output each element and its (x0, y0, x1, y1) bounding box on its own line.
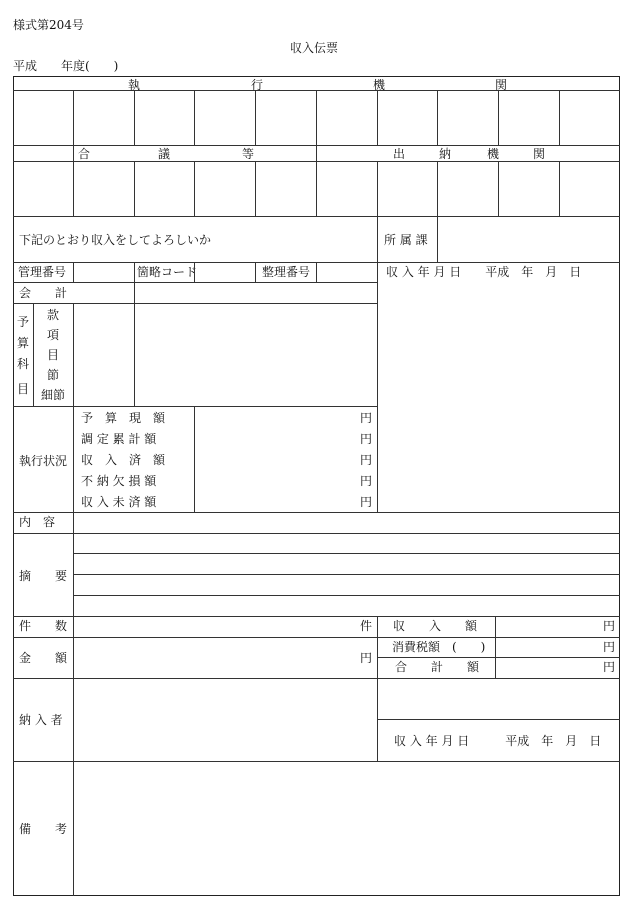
total-unit: 円 (603, 660, 616, 674)
rule (255, 161, 256, 216)
exec-unit-3: 円 (360, 453, 373, 467)
rule (498, 90, 499, 145)
payer-label: 納 入 者 (19, 713, 63, 727)
rule (498, 161, 499, 216)
amount-label: 金 額 (19, 651, 68, 665)
count-unit: 件 (360, 619, 373, 633)
rule (13, 406, 377, 407)
rule (194, 406, 195, 512)
request-text: 下記のとおり収入をしてよろしいか (19, 233, 212, 247)
rule (194, 90, 195, 145)
rule (73, 595, 620, 596)
budget-item-5: 細節 (41, 388, 66, 402)
rule (134, 90, 135, 145)
budget-item-4: 節 (47, 368, 60, 382)
rule (437, 90, 438, 145)
exec-row-4: 不 納 欠 損 額 (81, 474, 157, 488)
receipt-date-label: 収 入 年 月 日 平成 年 月 日 (386, 265, 582, 279)
rule (13, 761, 620, 762)
budget-vert-1: 予 (17, 315, 30, 329)
treasury-char-3: 機 (487, 147, 500, 161)
rule (495, 616, 496, 678)
fiscal-year-label: 平成 年度( ) (13, 59, 119, 73)
exec-row-2: 調 定 累 計 額 (81, 432, 157, 446)
tax-amount-unit: 円 (603, 640, 616, 654)
amount-unit: 円 (360, 651, 373, 665)
rule (194, 161, 195, 216)
rule (437, 216, 438, 262)
accounting-label: 会 計 (19, 286, 68, 300)
exec-row-3: 収 入 済 額 (81, 453, 166, 467)
receipt-amount-unit: 円 (603, 619, 616, 633)
rule (13, 282, 377, 283)
budget-vert-3: 科 (17, 357, 30, 371)
rule (377, 90, 378, 145)
rule (134, 262, 135, 282)
rule (73, 574, 620, 575)
dept-label: 所 属 課 (384, 233, 428, 247)
exec-unit-4: 円 (360, 474, 373, 488)
rule (437, 161, 438, 216)
rule (377, 719, 620, 720)
rule (13, 303, 377, 304)
receipt-date2-label: 収 入 年 月 日 平成 年 月 日 (394, 734, 602, 748)
exec-row-1: 予 算 現 額 (81, 411, 166, 425)
rule (73, 90, 74, 216)
rule (13, 216, 620, 217)
consult-char-2: 議 (158, 147, 171, 161)
rule (73, 303, 74, 406)
rule (316, 262, 317, 282)
rule (194, 262, 195, 282)
exec-unit-2: 円 (360, 432, 373, 446)
consult-char-3: 等 (242, 147, 255, 161)
rule (13, 678, 620, 679)
ref-no-label: 整理番号 (262, 265, 311, 279)
rule (13, 161, 620, 162)
management-no-label: 管理番号 (18, 265, 67, 279)
rule (134, 161, 135, 216)
consult-char-1: 合 (78, 147, 91, 161)
form-title: 収入伝票 (290, 41, 339, 55)
form-number: 様式第204号 (13, 18, 84, 32)
rule (73, 406, 74, 512)
exec-char-3: 機 (373, 78, 386, 92)
budget-item-2: 項 (47, 328, 60, 342)
exec-row-5: 収 入 未 済 額 (81, 495, 157, 509)
budget-item-3: 目 (47, 348, 60, 362)
rule (377, 657, 620, 658)
remarks-label: 備 考 (19, 822, 68, 836)
rule (377, 216, 378, 262)
rule (255, 90, 256, 145)
exec-unit-1: 円 (360, 411, 373, 425)
abbrev-code-label: 箇略コード (137, 265, 198, 279)
treasury-char-2: 納 (439, 147, 452, 161)
content-label: 内 容 (19, 515, 56, 529)
rule (13, 533, 620, 534)
count-label: 件 数 (19, 619, 68, 633)
rule (316, 145, 317, 216)
budget-vert-4: 目 (17, 382, 30, 396)
rule (377, 262, 378, 512)
exec-unit-5: 円 (360, 495, 373, 509)
rule (13, 616, 620, 617)
rule (134, 282, 135, 406)
total-label: 合 計 額 (395, 660, 480, 674)
rule (73, 512, 74, 896)
rule (73, 262, 74, 282)
rule (316, 90, 317, 145)
treasury-char-1: 出 (393, 147, 406, 161)
exec-char-4: 関 (495, 78, 508, 92)
rule (13, 512, 620, 513)
rule (73, 553, 620, 554)
rule (559, 161, 560, 216)
receipt-amount-label: 収 入 額 (393, 619, 478, 633)
exec-char-2: 行 (251, 78, 264, 92)
exec-char-1: 執 (128, 78, 141, 92)
execution-status-label: 執行状況 (19, 454, 68, 468)
summary-label: 摘 要 (19, 569, 68, 583)
rule (33, 303, 34, 406)
budget-item-1: 款 (47, 308, 60, 322)
rule (377, 161, 378, 216)
rule (559, 90, 560, 145)
treasury-char-4: 関 (533, 147, 546, 161)
rule (255, 262, 256, 282)
budget-vert-2: 算 (17, 336, 30, 350)
tax-amount-label: 消費税額 ( ) (392, 640, 486, 654)
rule (13, 637, 620, 638)
